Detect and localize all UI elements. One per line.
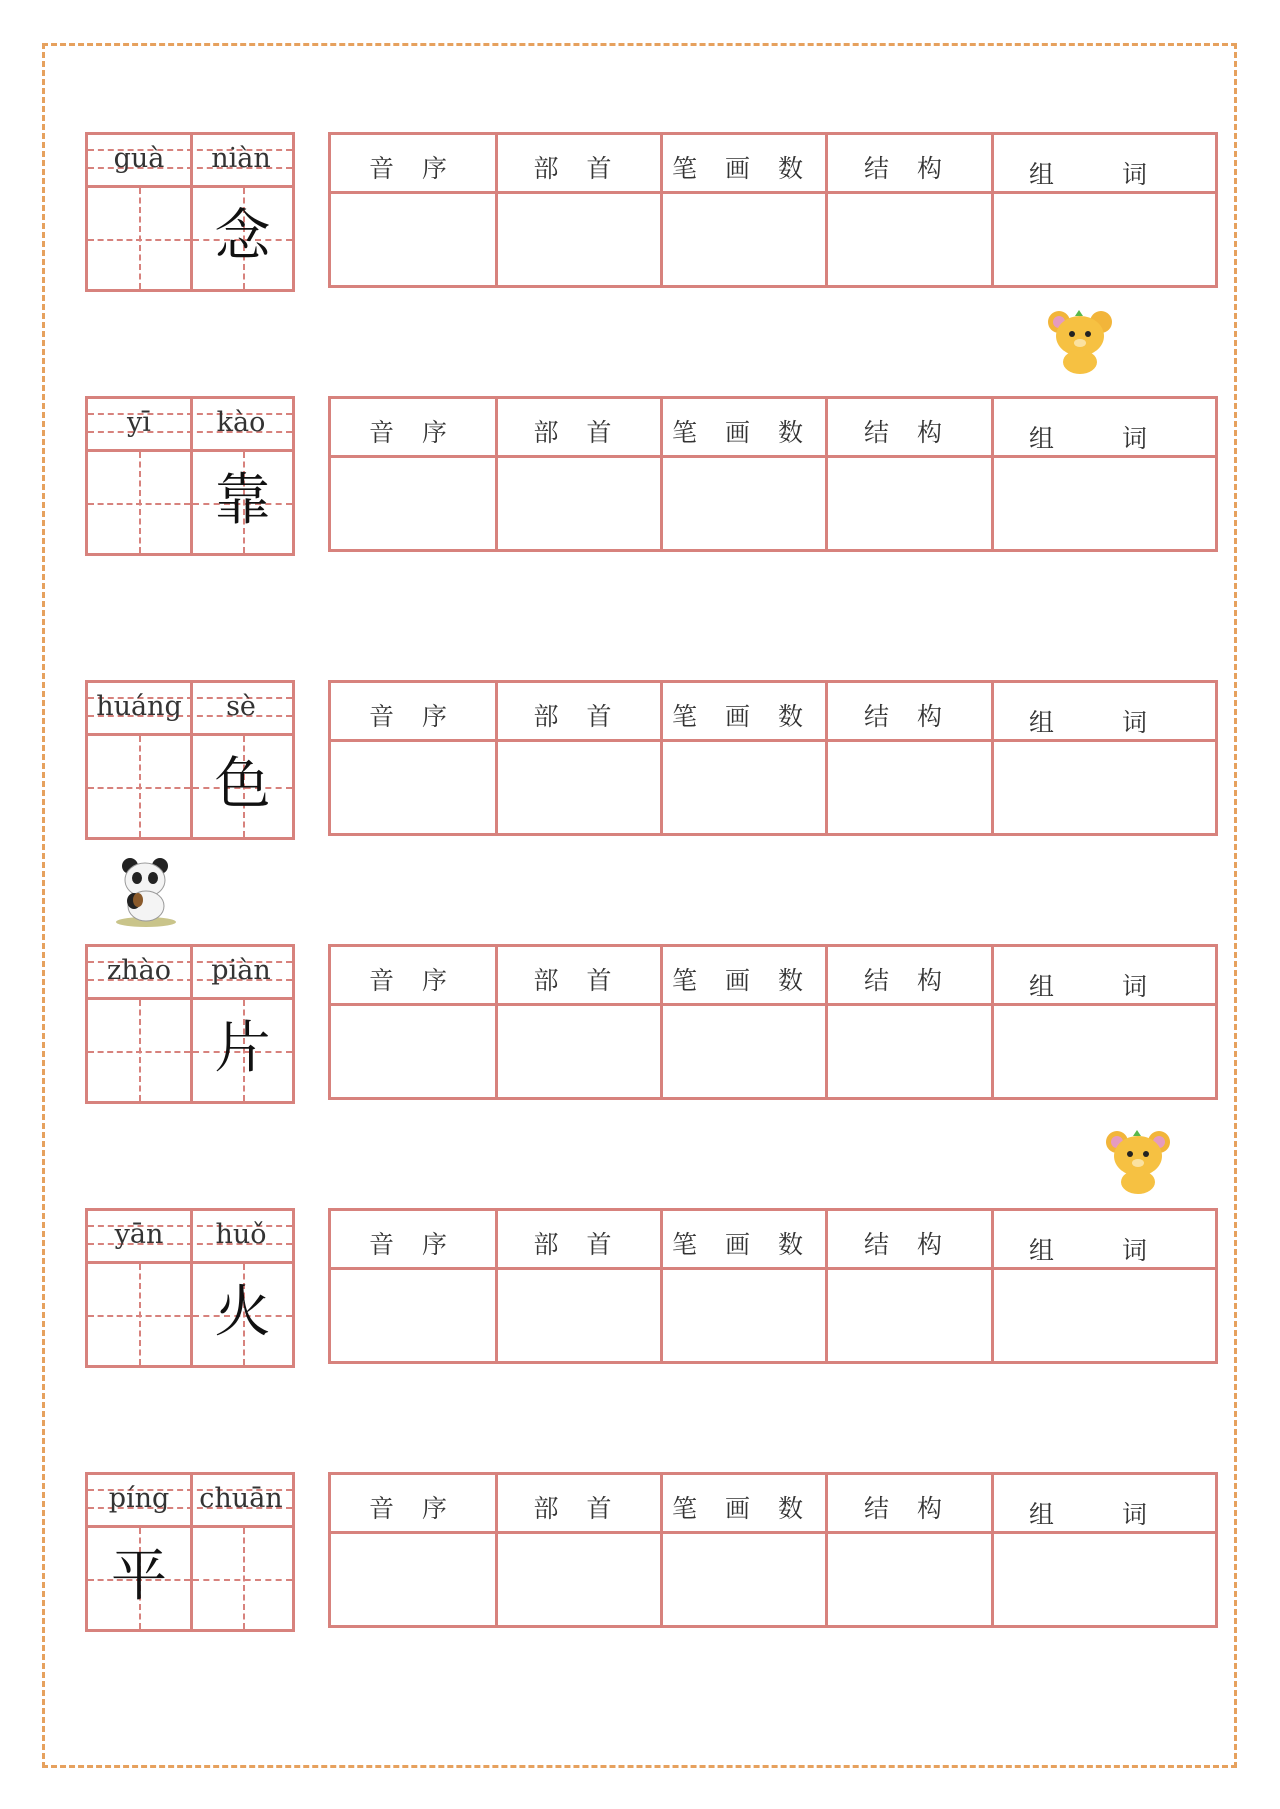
pinyin-right: kào xyxy=(216,407,266,438)
header-bushou: 部 首 xyxy=(533,1230,622,1259)
pinyin-tianzi-grid xyxy=(85,1208,295,1368)
writing-cell-left[interactable] xyxy=(88,1264,190,1365)
header-jiegou: 结 构 xyxy=(864,418,952,447)
writing-cell-left[interactable] xyxy=(88,1528,190,1629)
pinyin-left: píng xyxy=(108,1483,170,1514)
header-zuci: 组 词 xyxy=(1029,1500,1177,1529)
header-jiegou: 结 构 xyxy=(864,154,952,183)
header-bushou: 部 首 xyxy=(533,966,622,995)
writing-cell-right[interactable] xyxy=(193,1000,292,1101)
writing-cell-right[interactable] xyxy=(193,188,292,289)
hanzi-character: 靠 xyxy=(214,468,271,533)
pinyin-left: huáng xyxy=(96,691,182,722)
header-yinxu: 音 序 xyxy=(369,702,457,731)
header-zuci: 组 词 xyxy=(1029,972,1177,1001)
header-zuci: 组 词 xyxy=(1029,160,1177,189)
header-bihuashu: 笔 画 数 xyxy=(672,966,813,995)
word-block xyxy=(0,132,1280,292)
writing-cell-right[interactable] xyxy=(193,1528,292,1629)
header-yinxu: 音 序 xyxy=(369,1230,457,1259)
word-block xyxy=(0,1208,1280,1368)
info-table xyxy=(328,944,1218,1100)
header-jiegou: 结 构 xyxy=(864,966,952,995)
writing-cell-right[interactable] xyxy=(193,452,292,553)
bear-sticker-icon xyxy=(1045,306,1115,374)
pinyin-left: yī xyxy=(127,407,151,438)
word-block xyxy=(0,680,1280,840)
pinyin-right: piàn xyxy=(211,955,271,986)
hanzi-character: 念 xyxy=(214,204,271,269)
hanzi-character: 片 xyxy=(214,1016,271,1081)
pinyin-right: chuān xyxy=(199,1483,283,1514)
pinyin-tianzi-grid xyxy=(85,396,295,556)
header-bihuashu: 笔 画 数 xyxy=(672,418,813,447)
pinyin-left: guà xyxy=(113,143,165,174)
pinyin-tianzi-grid xyxy=(85,944,295,1104)
writing-cell-right[interactable] xyxy=(193,736,292,837)
header-jiegou: 结 构 xyxy=(864,1494,952,1523)
writing-cell-right[interactable] xyxy=(193,1264,292,1365)
header-yinxu: 音 序 xyxy=(369,1494,457,1523)
hanzi-character: 色 xyxy=(214,752,271,817)
header-bushou: 部 首 xyxy=(533,154,622,183)
pinyin-right: niàn xyxy=(211,143,271,174)
header-bihuashu: 笔 画 数 xyxy=(672,702,813,731)
pinyin-left: yān xyxy=(114,1219,164,1250)
header-bushou: 部 首 xyxy=(533,418,622,447)
header-bihuashu: 笔 画 数 xyxy=(672,154,813,183)
header-bushou: 部 首 xyxy=(533,1494,622,1523)
word-block xyxy=(0,396,1280,556)
info-table xyxy=(328,396,1218,552)
writing-cell-left[interactable] xyxy=(88,1000,190,1101)
header-jiegou: 结 构 xyxy=(864,702,952,731)
word-block xyxy=(0,1472,1280,1632)
bear-sticker-icon xyxy=(1103,1126,1173,1194)
header-jiegou: 结 构 xyxy=(864,1230,952,1259)
header-bushou: 部 首 xyxy=(533,702,622,731)
pinyin-tianzi-grid xyxy=(85,680,295,840)
pinyin-tianzi-grid xyxy=(85,132,295,292)
pinyin-tianzi-grid xyxy=(85,1472,295,1632)
info-table xyxy=(328,1472,1218,1628)
pinyin-left: zhào xyxy=(107,955,171,986)
info-table xyxy=(328,132,1218,288)
panda-sticker-icon xyxy=(112,856,180,928)
header-zuci: 组 词 xyxy=(1029,424,1177,453)
pinyin-right: sè xyxy=(226,691,256,722)
header-bihuashu: 笔 画 数 xyxy=(672,1230,813,1259)
header-zuci: 组 词 xyxy=(1029,1236,1177,1265)
info-table xyxy=(328,680,1218,836)
writing-cell-left[interactable] xyxy=(88,736,190,837)
hanzi-character: 火 xyxy=(214,1280,271,1345)
pinyin-right: huǒ xyxy=(215,1219,267,1250)
writing-cell-left[interactable] xyxy=(88,452,190,553)
header-bihuashu: 笔 画 数 xyxy=(672,1494,813,1523)
word-block xyxy=(0,944,1280,1104)
hanzi-character: 平 xyxy=(111,1544,167,1609)
info-table xyxy=(328,1208,1218,1364)
writing-cell-left[interactable] xyxy=(88,188,190,289)
header-zuci: 组 词 xyxy=(1029,708,1177,737)
header-yinxu: 音 序 xyxy=(369,154,457,183)
header-yinxu: 音 序 xyxy=(369,418,457,447)
header-yinxu: 音 序 xyxy=(369,966,457,995)
